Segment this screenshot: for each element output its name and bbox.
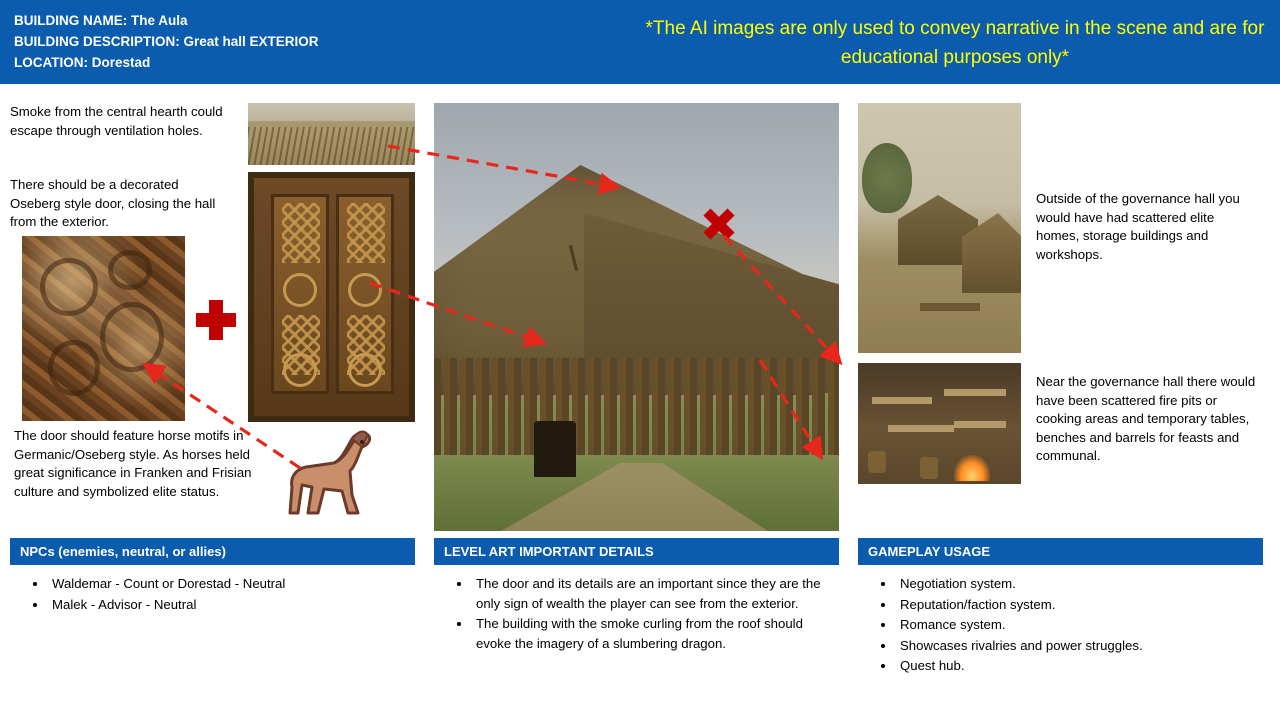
door-knot: [283, 353, 317, 387]
decorated-door-image: [248, 172, 415, 422]
note-smoke-ventilation: Smoke from the central hearth could escape through ventilation holes.: [10, 104, 223, 138]
carving-swirl: [108, 250, 152, 290]
horse-motif-illustration: [272, 425, 376, 520]
door-braid: [347, 203, 385, 263]
list-item: • Reputation/faction system.: [896, 595, 1258, 615]
door-knot: [348, 273, 382, 307]
thatch-texture: [248, 127, 415, 165]
gameplay-usage-list: [858, 574, 1258, 677]
door-panel-right: [336, 194, 394, 394]
note-oseberg-door: There should be a decorated Oseberg style door, closing the hall from the exterior.: [10, 177, 216, 229]
hall-doorway: [534, 421, 576, 477]
list-item: • Malek - Advisor - Neutral: [48, 595, 410, 615]
door-knot: [348, 353, 382, 387]
feast-tables-firepit-image: [858, 363, 1021, 484]
list-item: • Romance system.: [896, 615, 1258, 635]
carving-swirl: [40, 258, 98, 316]
bench: [920, 303, 980, 311]
npcs-list: [10, 574, 410, 615]
list-item: • Quest hub.: [896, 656, 1258, 676]
fire-pit: [954, 455, 990, 481]
section-title-level-art: LEVEL ART IMPORTANT DETAILS: [434, 538, 839, 565]
list-item: • Waldemar - Count or Dorestad - Neutral: [48, 574, 410, 594]
list-item: • Showcases rivalries and power struggles.: [896, 636, 1258, 656]
section-title-npcs: NPCs (enemies, neutral, or allies): [10, 538, 415, 565]
building-location: LOCATION: Dorestad: [14, 55, 151, 70]
header-bar: [0, 0, 1280, 84]
door-panel-left: [271, 194, 329, 394]
header-building-info: [14, 10, 319, 73]
barrel: [920, 457, 938, 479]
table: [872, 397, 932, 404]
oseberg-carving-image: [22, 236, 185, 421]
door-knot: [283, 273, 317, 307]
note-outside-governance-hall: Outside of the governance hall you would have had scattered elite homes, storage buildings and workshops.: [1036, 191, 1240, 262]
list-item: • The building with the smoke curling from the roof should evoke the imagery of a slumbering dragon.: [472, 614, 834, 653]
note-fire-pits-feasts: Near the governance hall there would have been scattered fire pits or cooking areas and temporary tables, benches and barrels for feasts and communal.: [1036, 374, 1256, 463]
red-x-marker-icon: [704, 209, 734, 239]
table: [954, 421, 1006, 428]
list-item: • Negotiation system.: [896, 574, 1258, 594]
barrel: [868, 451, 886, 473]
carving-swirl: [48, 340, 100, 396]
great-hall-exterior-image: [434, 103, 839, 531]
table: [944, 389, 1006, 396]
level-art-list: [434, 574, 834, 654]
building-description: BUILDING DESCRIPTION: Great hall EXTERIOR: [14, 34, 319, 49]
ai-disclaimer: *The AI images are only used to convey narrative in the scene and are for educational purposes only*: [645, 18, 1265, 68]
thatch-closeup-image: [248, 103, 415, 165]
building-name: BUILDING NAME: The Aula: [14, 13, 188, 28]
door-braid: [282, 203, 320, 263]
plus-icon: [196, 300, 236, 340]
tree: [862, 143, 912, 213]
list-item: • The door and its details are an important since they are the only sign of wealth the player can see from the exterior.: [472, 574, 834, 613]
note-horse-motifs: The door should feature horse motifs in Germanic/Oseberg style. As horses held great significance in Franken and Frisian culture and symbolized elite status.: [14, 428, 252, 499]
table: [888, 425, 954, 432]
section-title-gameplay-usage: GAMEPLAY USAGE: [858, 538, 1263, 565]
carving-swirl: [100, 302, 164, 372]
village-buildings-image: [858, 103, 1021, 353]
